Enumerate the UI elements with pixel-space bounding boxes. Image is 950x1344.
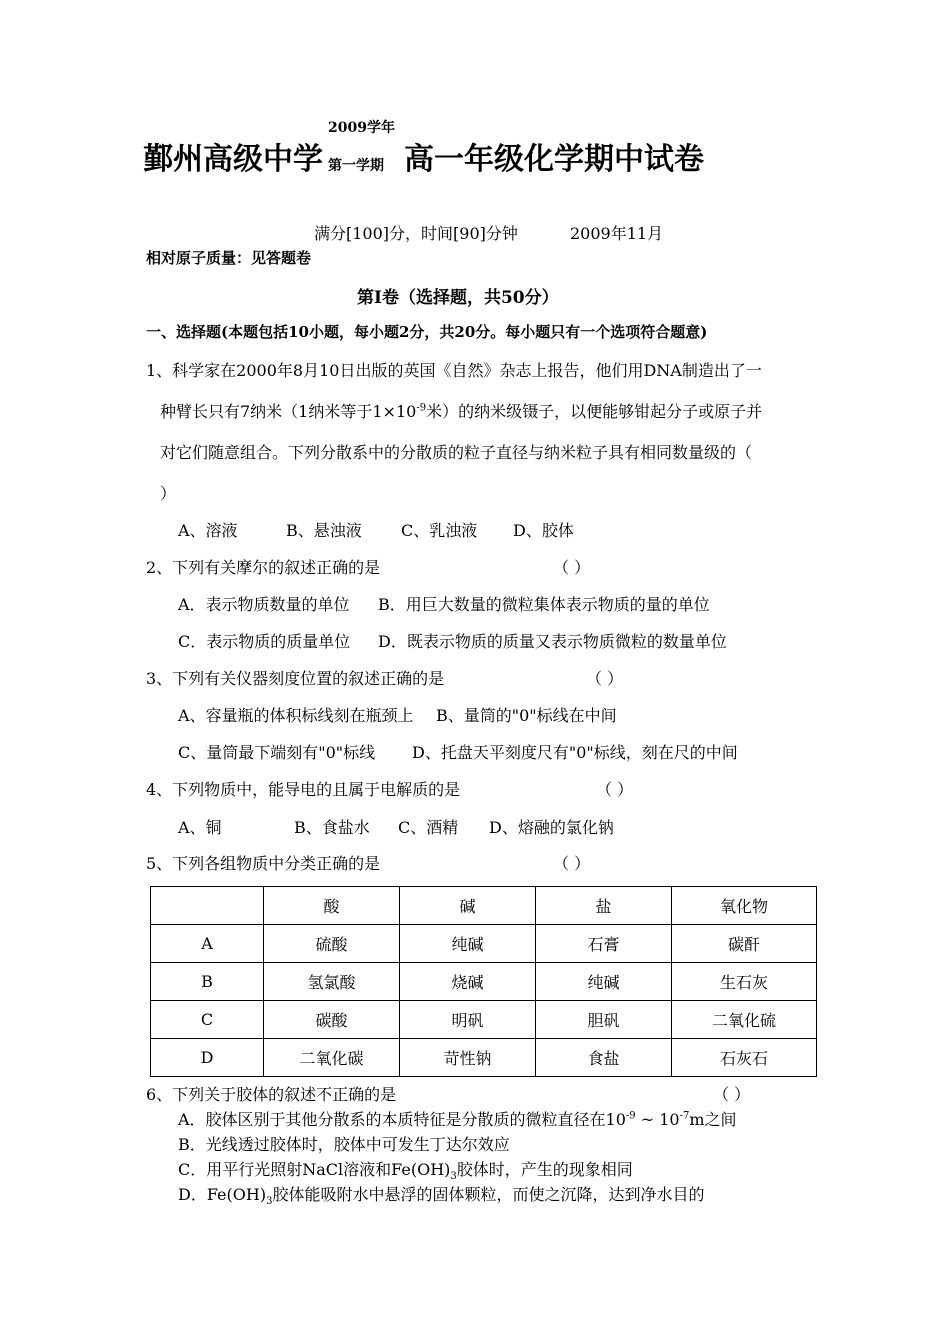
q1-option-b: B、悬浊液 xyxy=(286,521,362,540)
q5-stem: 5、下列各组物质中分类正确的是 xyxy=(146,854,381,873)
table-cell: 硫酸 xyxy=(264,925,400,963)
q6-answer-paren: （ ） xyxy=(713,1085,751,1104)
table-row xyxy=(151,963,817,1001)
q1-line2: 种臂长只有7纳米（1纳米等于$1\times 10^{-9}$米）的纳米级镊子，以便能够钳起分子或原子并 xyxy=(160,402,763,421)
q3-option-d: D、托盘天平刻度尺有"0"标线，刻在尺的中间 xyxy=(412,743,738,762)
table-header-row xyxy=(151,887,817,925)
table-cell: 石灰石 xyxy=(672,1039,817,1077)
school-term: 第一学期 xyxy=(328,158,384,174)
q2-answer-paren: （ ） xyxy=(553,558,591,577)
q3-stem: 3、下列有关仪器刻度位置的叙述正确的是 xyxy=(146,669,445,688)
score-time: 满分[100]分，时间[90]分钟 xyxy=(314,224,518,243)
school-year: 2009学年 xyxy=(328,120,395,136)
school-name: 鄞州高级中学 xyxy=(143,142,323,177)
table-cell: 石膏 xyxy=(536,925,672,963)
q1-line4: ） xyxy=(160,484,177,503)
section-title: 第Ⅰ卷（选择题，共50分） xyxy=(357,288,559,308)
table-cell: A xyxy=(151,925,264,963)
q6-option-b: B．光线透过胶体时，胶体中可发生丁达尔效应 xyxy=(178,1135,510,1154)
table-header-cell xyxy=(151,887,264,925)
table-cell: 纯碱 xyxy=(536,963,672,1001)
q3-option-a: A、容量瓶的体积标线刻在瓶颈上 xyxy=(178,706,414,725)
q2-stem: 2、下列有关摩尔的叙述正确的是 xyxy=(146,558,381,577)
table-cell: 二氧化硫 xyxy=(672,1001,817,1039)
q1-option-a: A、溶液 xyxy=(178,521,238,540)
q1-option-c: C、乳浊液 xyxy=(401,521,478,540)
q4-stem: 4、下列物质中，能导电的且属于电解质的是 xyxy=(146,780,461,799)
q5-answer-paren: （ ） xyxy=(553,854,591,873)
q4-option-b: B、食盐水 xyxy=(294,818,370,837)
q3-option-c: C、量筒最下端刻有"0"标线 xyxy=(178,743,376,762)
table-cell: 氢氯酸 xyxy=(264,963,400,1001)
q6-stem: 6、下列关于胶体的叙述不正确的是 xyxy=(146,1085,397,1104)
table-cell: 烧碱 xyxy=(400,963,536,1001)
q6-option-a: A．胶体区别于其他分散系的本质特征是分散质的微粒直径在$10^{-9}$ ~ $10^{-7}m$之间 xyxy=(178,1110,737,1129)
q2-option-a: A．表示物质数量的单位 xyxy=(178,595,350,614)
q1-option-d: D、胶体 xyxy=(513,521,574,540)
q2-option-c: C．表示物质的质量单位 xyxy=(178,632,351,651)
q6-option-d: D．$Fe(OH)_3$胶体能吸附水中悬浮的固体颗粒，而使之沉降，达到净水目的 xyxy=(178,1185,705,1208)
section-instructions: 一、选择题(本题包括10小题，每小题2分，共20分。每小题只有一个选项符合题意) xyxy=(146,323,708,341)
table-cell: D xyxy=(151,1039,264,1077)
table-row xyxy=(151,925,817,963)
q3-option-b: B、量筒的"0"标线在中间 xyxy=(436,706,617,725)
q4-answer-paren: （ ） xyxy=(596,780,634,799)
table-cell: C xyxy=(151,1001,264,1039)
table-cell: 纯碱 xyxy=(400,925,536,963)
classification-table xyxy=(150,886,817,1077)
table-cell: 明矾 xyxy=(400,1001,536,1039)
table-cell: 苛性钠 xyxy=(400,1039,536,1077)
table-cell: 二氧化碳 xyxy=(264,1039,400,1077)
q2-option-d: D．既表示物质的质量又表示物质微粒的数量单位 xyxy=(378,632,727,651)
q4-option-d: D、熔融的氯化钠 xyxy=(489,818,614,837)
table-header-cell: 碱 xyxy=(400,887,536,925)
exam-date: 2009年11月 xyxy=(570,224,664,243)
table-cell: 食盐 xyxy=(536,1039,672,1077)
table-cell: B xyxy=(151,963,264,1001)
table-cell: 碳酸 xyxy=(264,1001,400,1039)
q1-line1: 1、科学家在2000年8月10日出版的英国《自然》杂志上报告，他们用DNA制造出了一 xyxy=(146,361,762,380)
table-cell: 生石灰 xyxy=(672,963,817,1001)
q2-option-b: B．用巨大数量的微粒集体表示物质的量的单位 xyxy=(378,595,710,614)
exam-title: 高一年级化学期中试卷 xyxy=(404,142,704,177)
table-row xyxy=(151,1039,817,1077)
table-header-cell: 氧化物 xyxy=(672,887,817,925)
table-row xyxy=(151,1001,817,1039)
q4-option-a: A、铜 xyxy=(178,818,222,837)
q4-option-c: C、酒精 xyxy=(398,818,459,837)
q3-answer-paren: （ ） xyxy=(586,669,624,688)
table-cell: 碳酐 xyxy=(672,925,817,963)
atomic-mass-note: 相对原子质量：见答题卷 xyxy=(146,249,312,267)
table-cell: 胆矾 xyxy=(536,1001,672,1039)
table-header-cell: 酸 xyxy=(264,887,400,925)
q1-line3: 对它们随意组合。下列分散系中的分散质的粒子直径与纳米粒子具有相同数量级的（ xyxy=(160,443,753,462)
q6-option-c: C．用平行光照射NaCl溶液和$Fe(OH)_3$胶体时，产生的现象相同 xyxy=(178,1160,633,1183)
table-header-cell: 盐 xyxy=(536,887,672,925)
